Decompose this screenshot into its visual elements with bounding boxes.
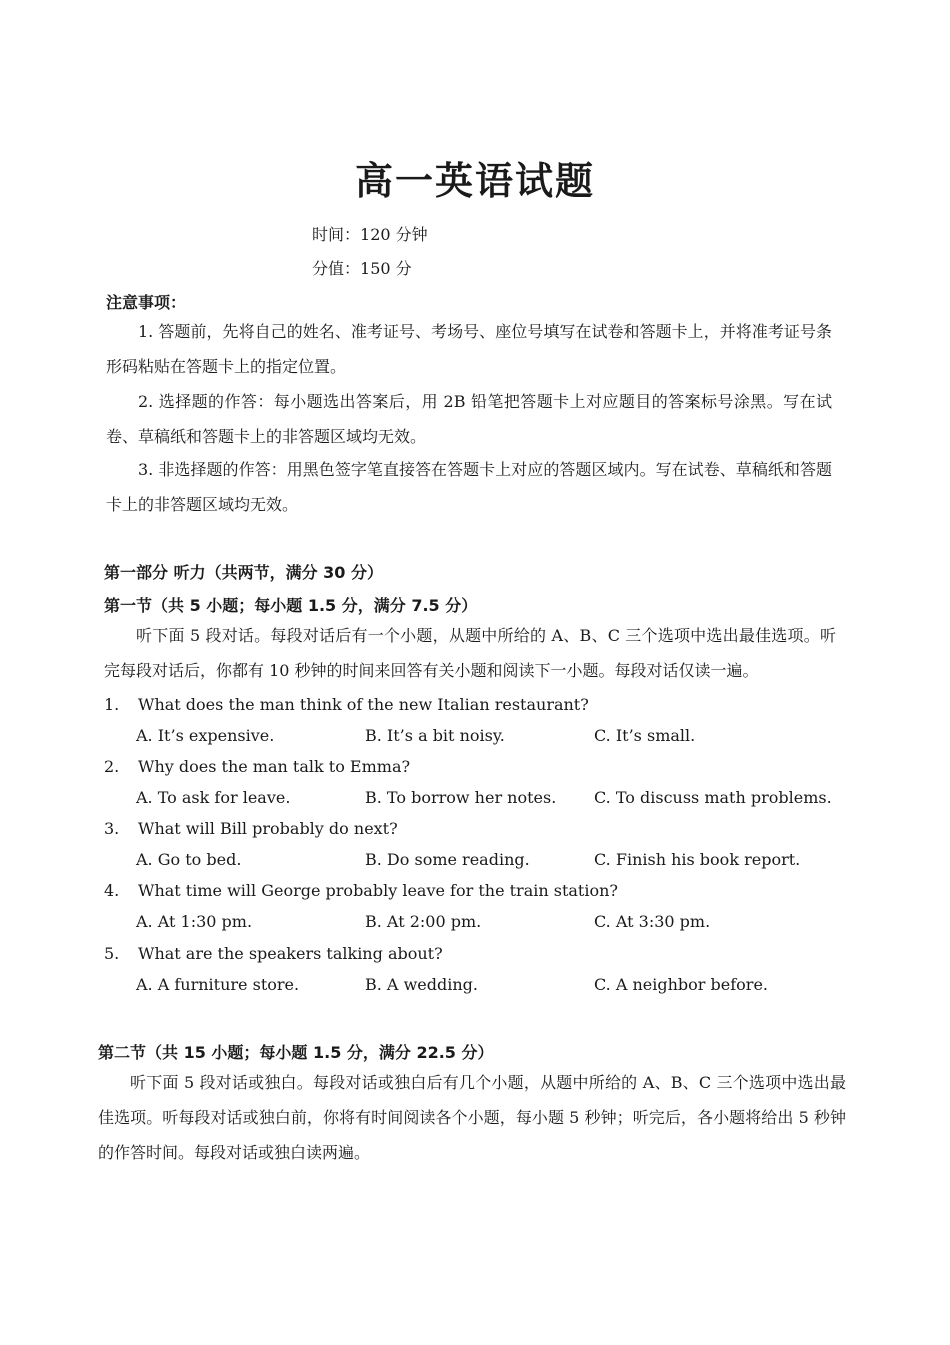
option-a: A. To ask for leave. [136, 788, 291, 807]
notice-item-1: 1. 答题前，先将自己的姓名、准考证号、考场号、座位号填写在试卷和答题卡上，并将准考证号条形码粘贴在答题卡上的指定位置。 [106, 322, 832, 376]
time-label: 时间： [312, 225, 361, 244]
question-text: Why does the man talk to Emma? [138, 757, 411, 776]
notice-item-3: 3. 非选择题的作答：用黑色签字笔直接答在答题卡上对应的答题区域内。写在试卷、草稿纸和答题卡上的非答题区域均无效。 [106, 460, 832, 514]
question-number: 5. [104, 944, 120, 963]
option-b: B. At 2:00 pm. [365, 912, 482, 931]
section2-instructions: 听下面 5 段对话或独白。每段对话或独白后有几个小题，从题中所给的 A、B、C 三个选项中选出最佳选项。听每段对话或独白前，你将有时间阅读各个小题，每小题 5 秒钟；听完后，各小题将给出 5 秒钟的作答时间。每段对话或独白读两遍。 [98, 1073, 846, 1162]
question-text: What time will George probably leave for the train station? [138, 881, 618, 900]
option-c: C. Finish his book report. [594, 850, 801, 869]
exam-score [312, 256, 412, 279]
option-a: A. It’s expensive. [136, 726, 275, 745]
section1-heading: 第一节（共 5 小题；每小题 1.5 分，满分 7.5 分） [104, 596, 478, 615]
notice-heading: 注意事项： [106, 293, 187, 312]
option-c: C. It’s small. [594, 726, 696, 745]
exam-title: 高一英语试题 [354, 159, 595, 203]
option-b: B. Do some reading. [365, 850, 530, 869]
question-text: What will Bill probably do next? [138, 819, 398, 838]
exam-time [312, 222, 428, 245]
question-text: What are the speakers talking about? [138, 944, 443, 963]
question-number: 1. [104, 695, 120, 714]
option-a: A. A furniture store. [136, 975, 300, 994]
option-a: A. Go to bed. [136, 850, 242, 869]
notice-item-2: 2. 选择题的作答：每小题选出答案后，用 2B 铅笔把答题卡上对应题目的答案标号涂黑。写在试卷、草稿纸和答题卡上的非答题区域均无效。 [106, 392, 832, 446]
option-c: C. At 3:30 pm. [594, 912, 711, 931]
section1-instructions: 听下面 5 段对话。每段对话后有一个小题，从题中所给的 A、B、C 三个选项中选出最佳选项。听完每段对话后，你都有 10 秒钟的时间来回答有关小题和阅读下一小题。每段对话仅读一遍。 [104, 626, 836, 680]
option-a: A. At 1:30 pm. [136, 912, 253, 931]
question-number: 2. [104, 757, 120, 776]
score-label: 分值： [312, 259, 361, 278]
question-text: What does the man think of the new Italian restaurant? [138, 695, 589, 714]
option-b: B. A wedding. [365, 975, 478, 994]
option-b: B. To borrow her notes. [365, 788, 557, 807]
question-number: 3. [104, 819, 120, 838]
part1-heading: 第一部分 听力（共两节，满分 30 分） [104, 563, 383, 582]
option-b: B. It’s a bit noisy. [365, 726, 505, 745]
option-c: C. To discuss math problems. [594, 788, 832, 807]
section2-heading: 第二节（共 15 小题；每小题 1.5 分，满分 22.5 分） [98, 1043, 494, 1062]
score-value: 150 分 [360, 259, 412, 278]
option-c: C. A neighbor before. [594, 975, 768, 994]
question-number: 4. [104, 881, 120, 900]
time-value: 120 分钟 [360, 225, 428, 244]
